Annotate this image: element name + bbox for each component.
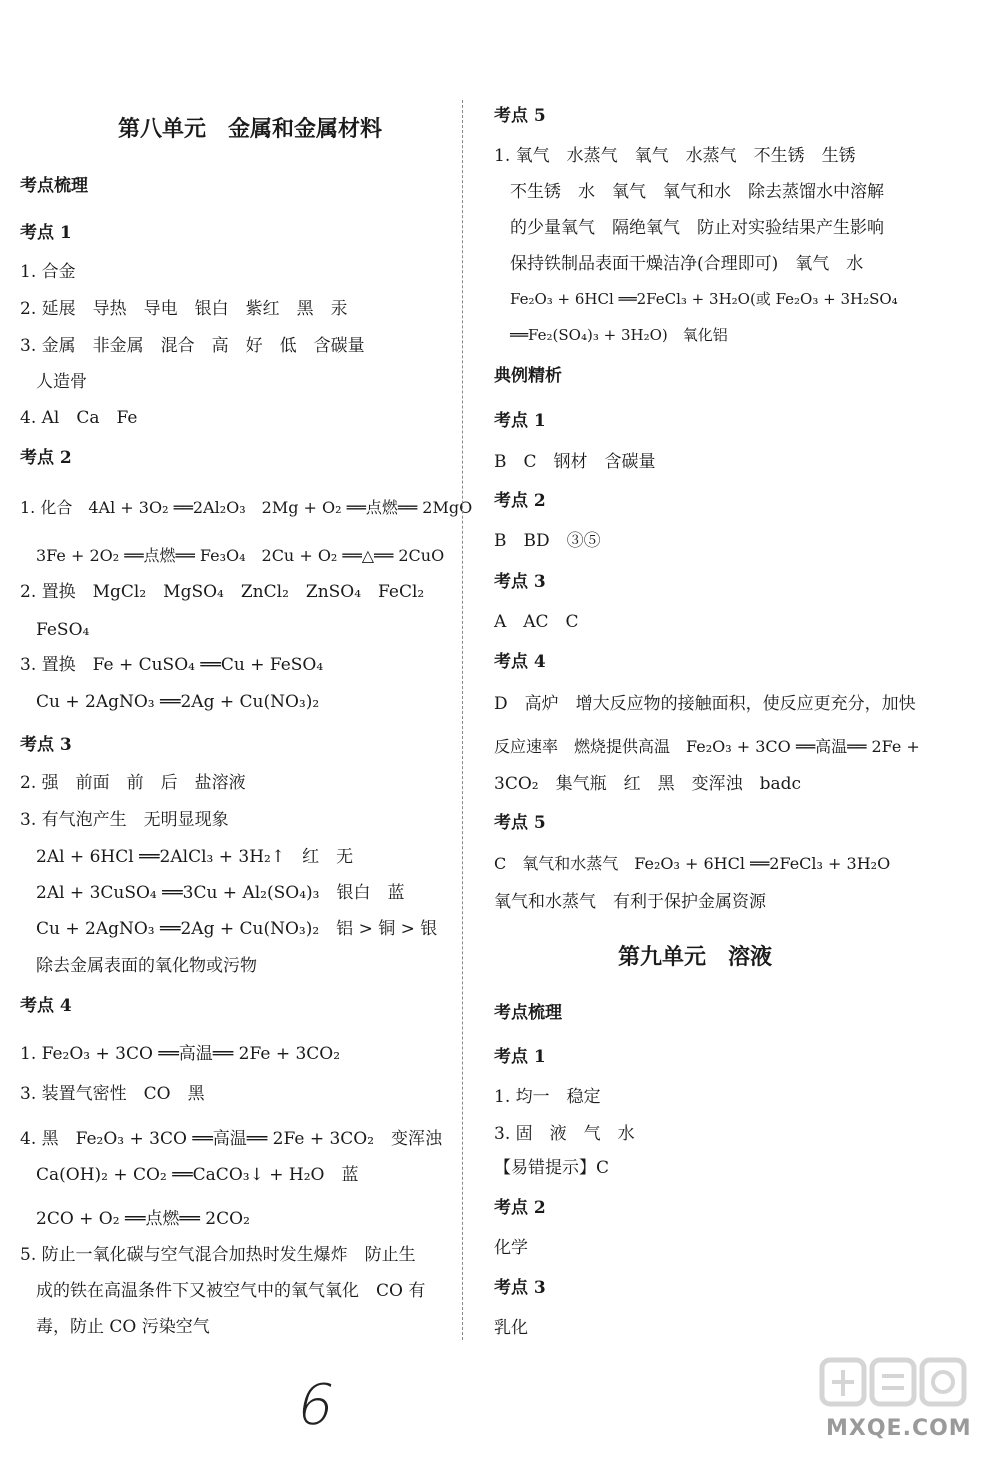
kaodian-heading: 考点 1 (494, 411, 546, 431)
equation-line: Fe₂O₃ + 6HCl ══2FeCl₃ + 3H₂O(或 Fe₂O₃ + 3H₂SO₄ (510, 290, 898, 308)
answer-line: 3. 金属 非金属 混合 高 好 低 含碳量 (20, 336, 365, 356)
answer-line: 氧气和水蒸气 有利于保护金属资源 (494, 892, 766, 912)
answer-line: B C 钢材 含碳量 (494, 452, 656, 472)
kaodian-heading: 考点 1 (20, 223, 72, 243)
equation-line: 4. 黑 Fe₂O₃ + 3CO ══高温══ 2Fe + 3CO₂ 变浑浊 (20, 1129, 443, 1149)
answer-line: 保持铁制品表面干燥洁净(合理即可) 氧气 水 (510, 254, 864, 274)
answer-line: 的少量氧气 隔绝氧气 防止对实验结果产生影响 (510, 218, 884, 238)
watermark-site-text: MXQE.COM (826, 1416, 972, 1441)
equation-line: 2Al + 3CuSO₄ ══3Cu + Al₂(SO₄)₃ 银白 蓝 (36, 883, 405, 903)
answer-line: 3. 装置气密性 CO 黑 (20, 1084, 205, 1104)
answer-line: 2. 延展 导热 导电 银白 紫红 黑 汞 (20, 299, 348, 319)
kaodian-heading: 考点 4 (494, 652, 546, 672)
answer-line: 1. 合金 (20, 262, 76, 282)
equation-line: 3Fe + 2O₂ ══点燃══ Fe₃O₄ 2Cu + O₂ ══△══ 2CuO (36, 546, 445, 565)
answer-line: 5. 防止一氧化碳与空气混合加热时发生爆炸 防止生 (20, 1245, 416, 1265)
kaodian-heading: 考点 4 (20, 996, 72, 1016)
answer-line: 3. 有气泡产生 无明显现象 (20, 810, 229, 830)
equation-line: 2CO + O₂ ══点燃══ 2CO₂ (36, 1209, 250, 1229)
kaodian-heading: 考点 2 (494, 491, 546, 511)
column-divider (462, 100, 463, 1340)
equation-line: 1. Fe₂O₃ + 3CO ══高温══ 2Fe + 3CO₂ (20, 1044, 341, 1064)
unit-title-8: 第八单元 金属和金属材料 (118, 116, 383, 142)
answer-line: A AC C (494, 612, 579, 632)
kaodian-heading: 考点 5 (494, 813, 546, 833)
kaodian-heading: 考点 2 (494, 1198, 546, 1218)
answer-line: 化学 (494, 1238, 528, 1258)
equation-line: Cu + 2AgNO₃ ══2Ag + Cu(NO₃)₂ (36, 692, 320, 712)
section-heading-left: 考点梳理 (20, 176, 88, 196)
answer-line: 毒，防止 CO 污染空气 (36, 1317, 210, 1337)
answer-line: 3CO₂ 集气瓶 红 黑 变浑浊 badc (494, 774, 801, 794)
answer-line: 2. 置换 MgCl₂ MgSO₄ ZnCl₂ ZnSO₄ FeCl₂ (20, 582, 425, 602)
equation-line: 反应速率 燃烧提供高温 Fe₂O₃ + 3CO ══高温══ 2Fe + (494, 737, 920, 756)
answer-line: 人造骨 (36, 372, 87, 392)
answer-line: 3. 固 液 气 水 (494, 1124, 635, 1144)
answer-line: 乳化 (494, 1318, 528, 1338)
answer-line: 成的铁在高温条件下又被空气中的氧气氧化 CO 有 (36, 1281, 426, 1301)
equation-line: 1. 化合 4Al + 3O₂ ══2Al₂O₃ 2Mg + O₂ ══点燃══ 2MgO (20, 498, 473, 517)
equation-line: C 氧气和水蒸气 Fe₂O₃ + 6HCl ══2FeCl₃ + 3H₂O (494, 854, 891, 873)
page-number: 6 (291, 1373, 341, 1438)
answer-line: D 高炉 增大反应物的接触面积，使反应更充分，加快 (494, 694, 916, 714)
equation-line: 2Al + 6HCl ══2AlCl₃ + 3H₂↑ 红 无 (36, 847, 354, 867)
answer-line: 1. 均一 稳定 (494, 1087, 601, 1107)
unit-title-9: 第九单元 溶液 (618, 944, 773, 970)
answer-line: 1. 氧气 水蒸气 氧气 水蒸气 不生锈 生锈 (494, 146, 856, 166)
answer-line: 不生锈 水 氧气 氧气和水 除去蒸馏水中溶解 (510, 182, 884, 202)
equation-line: Cu + 2AgNO₃ ══2Ag + Cu(NO₃)₂ 铝 > 铜 > 银 (36, 919, 438, 939)
kaodian-heading: 考点 3 (494, 1278, 546, 1298)
kaodian-heading: 考点 3 (20, 735, 72, 755)
kaodian-heading: 考点 5 (494, 106, 546, 126)
kaodian-heading: 考点 3 (494, 572, 546, 592)
kaodian-heading: 考点 1 (494, 1047, 546, 1067)
answer-line: 4. Al Ca Fe (20, 408, 138, 428)
kaodian-heading: 考点 2 (20, 448, 72, 468)
answer-line: B BD ③⑤ (494, 531, 601, 551)
answer-line: 2. 强 前面 前 后 盐溶液 (20, 773, 246, 793)
answer-line: FeSO₄ (36, 620, 90, 640)
answer-line: 除去金属表面的氧化物或污物 (36, 956, 257, 976)
equation-line: ══Fe₂(SO₄)₃ + 3H₂O) 氧化铝 (510, 326, 728, 344)
equation-line: Ca(OH)₂ + CO₂ ══CaCO₃↓ + H₂O 蓝 (36, 1165, 359, 1185)
section-heading-right: 典例精析 (494, 366, 562, 386)
section-heading-right-2: 考点梳理 (494, 1003, 562, 1023)
equation-line: 3. 置换 Fe + CuSO₄ ══Cu + FeSO₄ (20, 655, 324, 675)
answer-line: 【易错提示】C (494, 1158, 610, 1178)
